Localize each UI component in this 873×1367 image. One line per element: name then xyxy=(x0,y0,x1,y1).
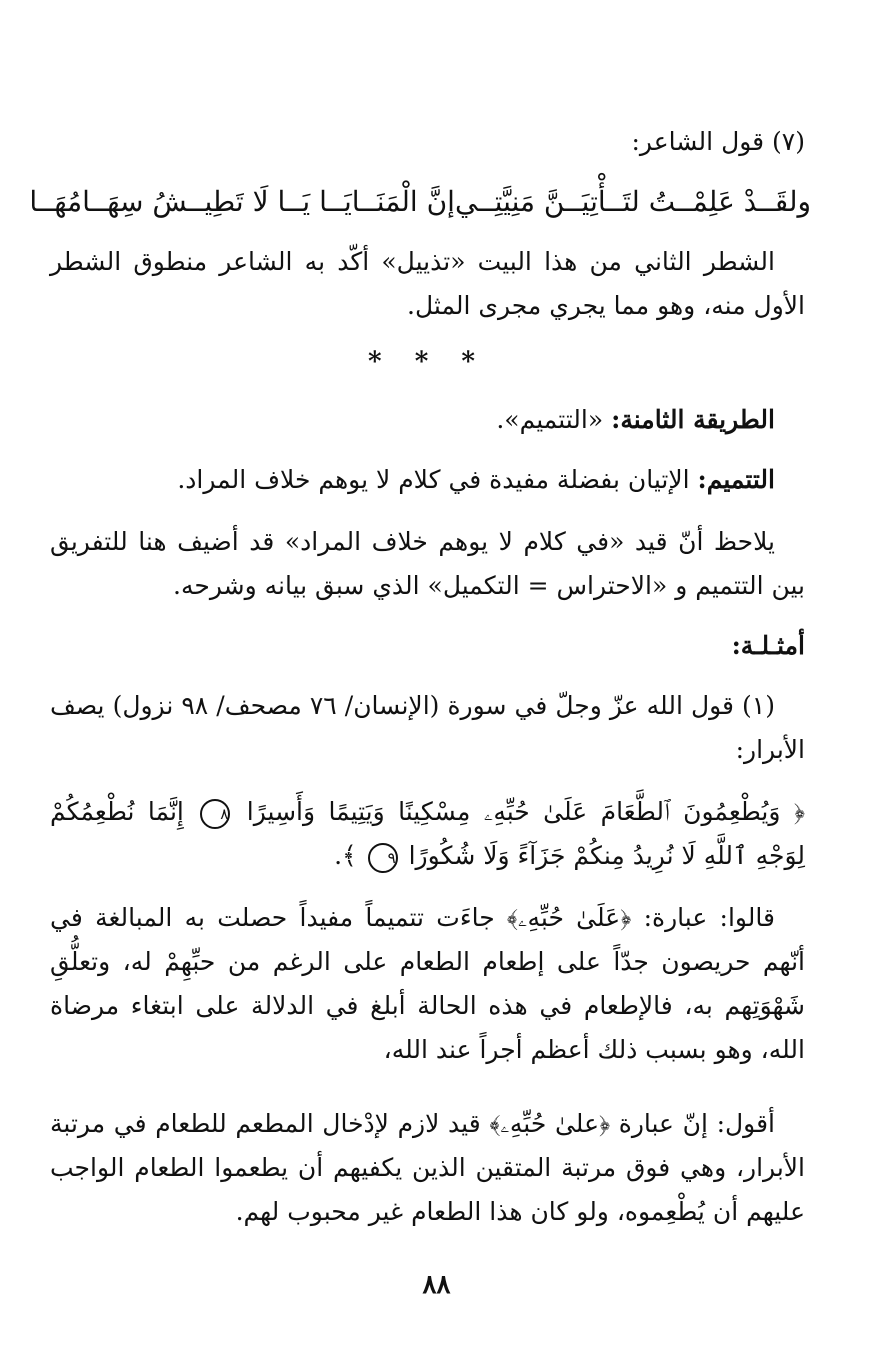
quran-verse-part-2: إِنَّمَا نُطْعِمُكُمْ لِوَجْهِ ٱللَّهِ لَا نُرِيدُ مِنكُمْ جَزَآءً وَلَا شُكُورًا xyxy=(50,797,805,870)
quran-verse-part-1: ﴿ وَيُطْعِمُونَ ٱلطَّعَامَ عَلَىٰ حُبِّهِۦ مِسْكِينًا وَيَتِيمًا وَأَسِيرًا xyxy=(246,797,805,826)
method-8-value: «التتميم». xyxy=(496,405,604,434)
definition-term: التتميم: xyxy=(697,465,775,494)
example-7-label: (٧) قول الشاعر: xyxy=(631,127,805,156)
example-1-intro: (١) قول الله عزّ وجلّ في سورة (الإنسان/ ٧٦ مصحف/ ٩٨ نزول) يصف الأبرار: xyxy=(50,691,805,764)
quran-verse xyxy=(50,790,805,878)
ayah-8-marker: ٨ xyxy=(200,799,230,829)
verse-first-hemistich: ولقَــدْ عَلِمْــتُ لتَــأْتِيَــنَّ مَنِيَّتِــي xyxy=(454,185,811,218)
definition-paragraph xyxy=(50,458,805,502)
commentary-qalu: قالوا: عبارة: ﴿عَلَىٰ حُبِّهِۦ﴾ جاءَت تتميماً مفيداً حصلت به المبالغة في أنّهم حريصون جدّاً على إطعام الطعام على الرغم من حبِّهِمْ له، وتعلُّقِ شَهْوَتِهم به، فالإطعام في هذه الحالة أبلغ في الدلالة على ابتغاء مرضاة الله، وهو بسبب ذلك أعظم أجراً عند الله، xyxy=(50,903,805,1064)
ayah-9-marker: ٩ xyxy=(368,843,398,873)
commentary-aqul: أقول: إنّ عبارة ﴿علىٰ حُبِّهِۦ﴾ قيد لازم لإدْخال المطعم للطعام في مرتبة الأبرار، وهي فوق مرتبة المتقين الذين يكفيهم أن يطعموا الطعام الواجب عليهم أن يُطْعِموه، ولو كان هذا الطعام غير محبوب لهم. xyxy=(50,1109,805,1226)
note-paragraph: يلاحظ أنّ قيد «في كلام لا يوهم خلاف المراد» قد أضيف هنا للتفريق بين التتميم و «الاحتراس = التكميل» الذي سبق بيانه وشرحه. xyxy=(50,527,805,600)
method-8-label: الطريقة الثامنة: xyxy=(611,405,775,434)
definition-text: الإتيان بفضلة مفيدة في كلام لا يوهم خلاف المراد. xyxy=(177,465,690,494)
section-separator: * * * xyxy=(368,347,487,377)
examples-heading: أمثـلـة: xyxy=(731,631,805,660)
quran-verse-end: ﴾. xyxy=(334,841,357,870)
method-8-heading xyxy=(50,398,805,442)
verse-second-hemistich: إنَّ الْمَنَــايَــا يَــا لَا تَطِيــشُ سِهَــامُهَــا xyxy=(29,185,455,218)
poetry-verse xyxy=(29,180,811,224)
page-number: ٨٨ xyxy=(422,1270,451,1300)
verse-commentary: الشطر الثاني من هذا البيت «تذييل» أكّد به الشاعر منطوق الشطر الأول منه، وهو مما يجري مجرى المثل. xyxy=(50,247,805,320)
